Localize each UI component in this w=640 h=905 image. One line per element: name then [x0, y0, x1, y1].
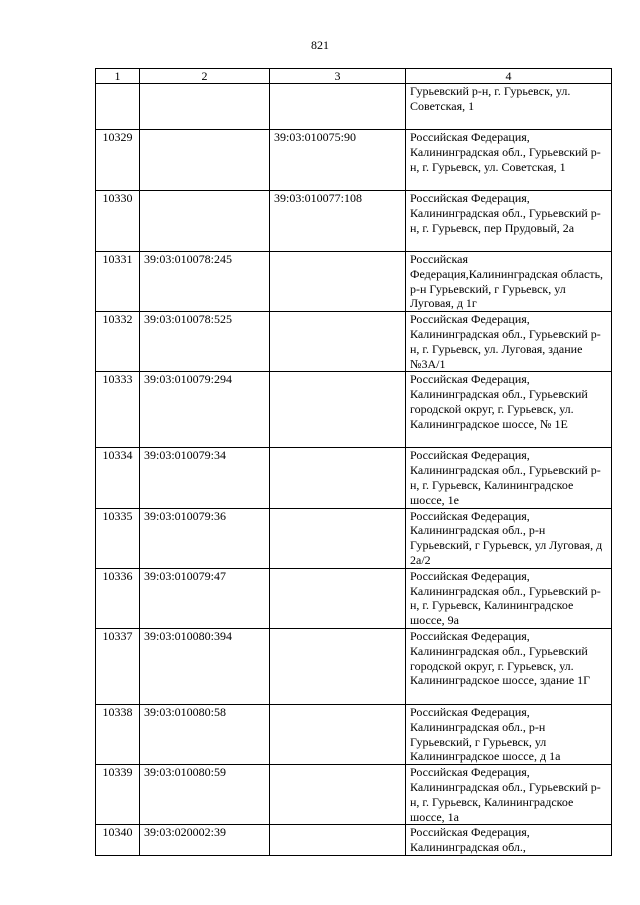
linked-cadastral-number: [270, 312, 406, 372]
column-header-3: 3: [270, 69, 406, 84]
column-header-4: 4: [406, 69, 612, 84]
address-cell: Российская Федерация, Калининградская обл., Гурьевский городской округ, г. Гурьевск, ул. Калининградское шоссе, здание 1Г: [406, 628, 612, 704]
address-cell: Российская Федерация, Калининградская обл., Гурьевский городской округ, г. Гурьевск, ул. Калининградское шоссе, № 1Е: [406, 372, 612, 448]
address-cell: Российская Федерация,Калининградская область, р-н Гурьевский, г Гурьевск, ул Луговая, д 1г: [406, 252, 612, 312]
column-header-2: 2: [140, 69, 270, 84]
cadastral-number: 39:03:010079:36: [140, 508, 270, 568]
table-row: [96, 628, 612, 704]
row-number: 10334: [96, 448, 140, 508]
linked-cadastral-number: [270, 628, 406, 704]
registry-table: [95, 68, 612, 856]
cadastral-number: 39:03:010079:294: [140, 372, 270, 448]
address-cell: Российская Федерация, Калининградская обл., р-н Гурьевский, г Гурьевск, ул Луговая, д 2а/2: [406, 508, 612, 568]
table-row: [96, 84, 612, 130]
cadastral-number: 39:03:010078:525: [140, 312, 270, 372]
row-number: 10339: [96, 765, 140, 825]
row-number: 10333: [96, 372, 140, 448]
address-cell: Российская Федерация, Калининградская обл., Гурьевский р-н, г. Гурьевск, ул. Луговая, здание №3А/1: [406, 312, 612, 372]
table-row: [96, 372, 612, 448]
row-number: 10332: [96, 312, 140, 372]
cadastral-number: 39:03:010080:394: [140, 628, 270, 704]
address-cell: Российская Федерация, Калининградская обл., Гурьевский р-н, г. Гурьевск, ул. Советская, 1: [406, 130, 612, 191]
linked-cadastral-number: [270, 448, 406, 508]
cadastral-number: 39:03:020002:39: [140, 825, 270, 856]
cadastral-number: 39:03:010078:245: [140, 252, 270, 312]
table-row: [96, 568, 612, 628]
linked-cadastral-number: 39:03:010075:90: [270, 130, 406, 191]
linked-cadastral-number: [270, 765, 406, 825]
row-number: 10335: [96, 508, 140, 568]
address-cell: Российская Федерация, Калининградская обл., р-н Гурьевский, г Гурьевск, ул Калининградское шоссе, д 1а: [406, 704, 612, 764]
address-cell: Гурьевский р-н, г. Гурьевск, ул. Советская, 1: [406, 84, 612, 130]
row-number: 10338: [96, 704, 140, 764]
cadastral-number: [140, 84, 270, 130]
cadastral-number: 39:03:010080:58: [140, 704, 270, 764]
cadastral-number: 39:03:010079:34: [140, 448, 270, 508]
row-number: 10329: [96, 130, 140, 191]
cadastral-number: 39:03:010080:59: [140, 765, 270, 825]
page-number: 821: [311, 38, 329, 52]
address-cell: Российская Федерация, Калининградская обл., Гурьевский р-н, г. Гурьевск, Калининградское шоссе, 1е: [406, 448, 612, 508]
cadastral-number: 39:03:010079:47: [140, 568, 270, 628]
linked-cadastral-number: [270, 372, 406, 448]
row-number: 10336: [96, 568, 140, 628]
linked-cadastral-number: 39:03:010077:108: [270, 191, 406, 252]
row-number: 10340: [96, 825, 140, 856]
table-row: [96, 130, 612, 191]
table-row: [96, 765, 612, 825]
linked-cadastral-number: [270, 84, 406, 130]
address-cell: Российская Федерация, Калининградская обл., Гурьевский р-н, г. Гурьевск, пер Прудовый, 2а: [406, 191, 612, 252]
table-row: [96, 825, 612, 856]
table-row: [96, 252, 612, 312]
address-cell: Российская Федерация, Калининградская обл., Гурьевский р-н, г. Гурьевск, Калининградское шоссе, 1а: [406, 765, 612, 825]
linked-cadastral-number: [270, 704, 406, 764]
linked-cadastral-number: [270, 252, 406, 312]
table-row: [96, 312, 612, 372]
row-number: 10337: [96, 628, 140, 704]
table-row: [96, 704, 612, 764]
table-header-row: [96, 69, 612, 84]
cadastral-number: [140, 130, 270, 191]
linked-cadastral-number: [270, 568, 406, 628]
row-number: 10330: [96, 191, 140, 252]
row-number: [96, 84, 140, 130]
column-header-1: 1: [96, 69, 140, 84]
linked-cadastral-number: [270, 508, 406, 568]
table-row: [96, 508, 612, 568]
table-row: [96, 191, 612, 252]
cadastral-number: [140, 191, 270, 252]
linked-cadastral-number: [270, 825, 406, 856]
address-cell: Российская Федерация, Калининградская обл.,: [406, 825, 612, 856]
table-row: [96, 448, 612, 508]
address-cell: Российская Федерация, Калининградская обл., Гурьевский р-н, г. Гурьевск, Калининградское шоссе, 9а: [406, 568, 612, 628]
row-number: 10331: [96, 252, 140, 312]
